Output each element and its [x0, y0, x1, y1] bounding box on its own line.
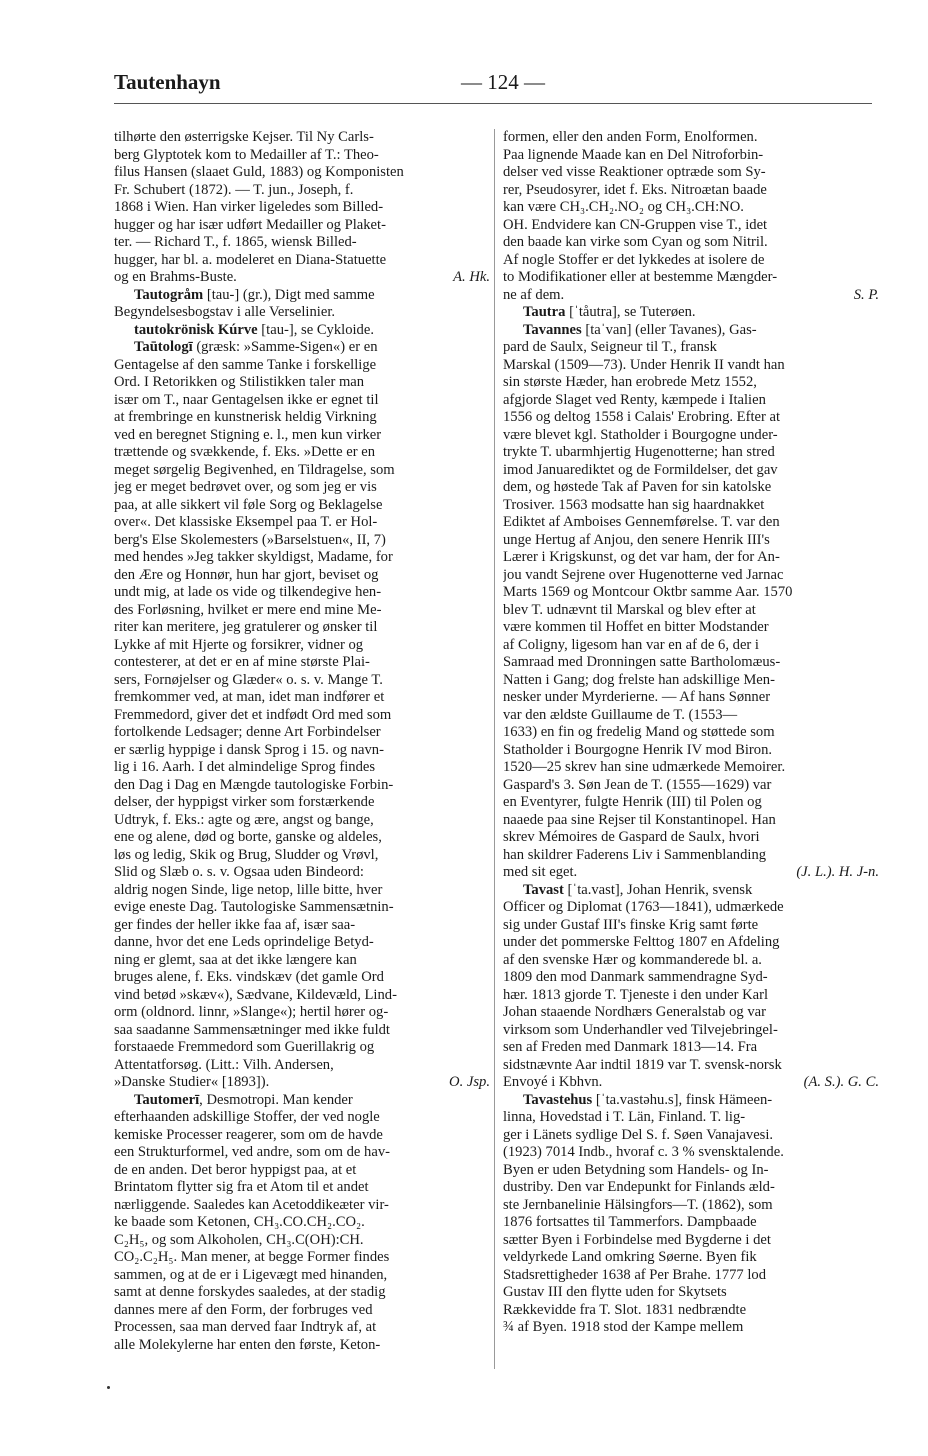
- line-text: være blevet kgl. Statholder i Bourgogne under-: [503, 426, 778, 443]
- line-text: sers, Fornøjelser og Glæder« o. s. v. Mange T.: [114, 671, 383, 688]
- entry-headword: Tautomerī: [134, 1091, 200, 1108]
- line-text: Fr. Schubert (1872). — T. jun., Joseph, f.: [114, 181, 354, 198]
- text-line: [503, 934, 879, 952]
- line-text: sin største Hæder, han erobrede Metz 1552,: [503, 374, 757, 390]
- line-text: Attentatforsøg. (Litt.: Vilh. Andersen,: [114, 1056, 334, 1073]
- text-line: [503, 969, 879, 987]
- text-line: [503, 304, 879, 322]
- text-line: [114, 304, 490, 322]
- text-line: [114, 357, 490, 375]
- line-text: virksom som Underhandler ved Tilvejebringel-: [503, 1021, 778, 1038]
- line-text: Brintatom flytter sig fra et Atom til et andet: [114, 1179, 369, 1195]
- text-line: [114, 899, 490, 917]
- text-line: [114, 1284, 490, 1302]
- line-text: 1520—25 skrev han sine udmærkede Memoirer.: [503, 759, 786, 775]
- line-text: ene og alene, død og borte, ganske og aldeles,: [114, 829, 382, 845]
- line-text: [tau-] (gr.), Digt med samme: [203, 286, 375, 303]
- text-line: [503, 1004, 879, 1022]
- line-text: være kommen til Hoffet en bitter Modstander: [503, 619, 769, 635]
- line-text: den Dag i Dag en Mængde tautologiske Forbin-: [114, 776, 394, 793]
- line-text: Rækkevidde fra T. Slot. 1831 nedbrændte: [503, 1301, 747, 1318]
- text-line: [114, 1144, 490, 1162]
- line-text: pard de Saulx, Seigneur til T., fransk: [503, 339, 717, 355]
- text-line: [503, 392, 879, 410]
- text-line: [114, 1337, 490, 1355]
- line-text: Envoyé i Kbhvn.: [503, 1074, 603, 1090]
- line-text: Johan staaende Nordhærs Generalstab og var: [503, 1004, 767, 1020]
- left-column: [114, 129, 490, 1354]
- text-line: [114, 479, 490, 497]
- line-text: hugger og har især udført Medailler og Plaket-: [114, 216, 386, 233]
- line-text: ger i Länets sydlige Del S. f. Søen Vanajavesi.: [503, 1126, 774, 1143]
- entry-headword: tautokrönisk Kúrve: [134, 321, 258, 338]
- line-text: jeg er meget bedrøvet over, og som jeg er vis: [114, 479, 377, 495]
- text-line: [503, 917, 879, 935]
- text-line: [114, 1109, 490, 1127]
- text-line: [503, 129, 879, 147]
- line-text: ger findes der heller ikke faa af, især saa-: [114, 916, 356, 933]
- line-text: ¾ af Byen. 1918 stod der Kampe mellem: [503, 1319, 744, 1335]
- line-text: Byen er uden Betydning som Handels- og In-: [503, 1161, 769, 1178]
- line-text: løs og ledig, Skik og Brug, Sludder og Vrøvl,: [114, 846, 379, 863]
- text-line: [114, 742, 490, 760]
- text-line: [503, 1109, 879, 1127]
- text-line: [503, 654, 879, 672]
- text-line: [503, 1302, 879, 1320]
- text-line: [114, 777, 490, 795]
- line-text: Stadsrettigheder 1638 af Per Brahe. 1777 lod: [503, 1266, 767, 1283]
- header-rule: [114, 103, 872, 104]
- line-text: berg's Else Skolemesters (»Barselstuen«, II, 7): [114, 531, 386, 548]
- line-text: rer, Pseudosyrer, idet f. Eks. Nitroætan baade: [503, 181, 767, 198]
- text-line: [114, 602, 490, 620]
- line-text: [ˈtåutra], se Tuterøen.: [565, 304, 696, 320]
- text-line: [114, 269, 490, 287]
- text-line: [503, 812, 879, 830]
- text-line: [114, 514, 490, 532]
- line-text: var den ældste Guillaume de T. (1553—: [503, 706, 738, 723]
- line-text: Udtryk, f. Eks.: agte og ære, angst og bange,: [114, 811, 374, 828]
- text-line: [114, 1074, 490, 1092]
- text-line: [114, 584, 490, 602]
- line-text: Officer og Diplomat (1763—1841), udmærkede: [503, 899, 784, 915]
- line-text: 1556 og deltog 1558 i Calais' Erobring. Efter at: [503, 409, 781, 425]
- text-line: [503, 1267, 879, 1285]
- text-line: [114, 1197, 490, 1215]
- line-text: Slid og Slæb o. s. v. Ogsaa uden Bindeord:: [114, 864, 364, 880]
- line-text: Paa lignende Maade kan en Del Nitroforbin-: [503, 146, 764, 163]
- text-line: [114, 1127, 490, 1145]
- line-text: 1876 fortsattes til Tammerfors. Dampbaade: [503, 1214, 757, 1230]
- entry-headword: Tavastehus: [523, 1091, 593, 1108]
- line-text: sidstnævnte Aar indtil 1819 var T. svensk-norsk: [503, 1056, 782, 1073]
- line-text: 1868 i Wien. Han virker ligeledes som Billed-: [114, 199, 384, 215]
- text-line: [503, 777, 879, 795]
- text-line: [114, 217, 490, 235]
- line-text: linna, Hovedstad i T. Län, Finland. T. lig-: [503, 1109, 746, 1125]
- text-line: [503, 199, 879, 217]
- text-line: [114, 794, 490, 812]
- text-line: [114, 864, 490, 882]
- line-text: sig under Gustaf III's finske Krig samt førte: [503, 916, 759, 933]
- entry-headword: Tavannes: [523, 321, 582, 338]
- line-text: ne af dem.: [503, 286, 565, 303]
- text-line: [114, 182, 490, 200]
- text-line: [114, 637, 490, 655]
- entry-headword: Tavast: [523, 881, 564, 898]
- author-signature: S. P.: [853, 286, 879, 303]
- text-line: [114, 952, 490, 970]
- text-line: [114, 1179, 490, 1197]
- text-line: [114, 969, 490, 987]
- line-text: Lærer i Krigskunst, og det var ham, der for An-: [503, 549, 780, 565]
- line-text: efterhaanden adskillige Stoffer, der ved nogle: [114, 1109, 380, 1125]
- text-line: [114, 234, 490, 252]
- line-text: den baade kan virke som Cyan og som Nitril.: [503, 234, 768, 250]
- text-line: [503, 339, 879, 357]
- text-line: [114, 339, 490, 357]
- text-line: [114, 847, 490, 865]
- text-line: [503, 1057, 879, 1075]
- text-line: [503, 532, 879, 550]
- text-line: [503, 1319, 879, 1337]
- line-text: Natten i Gang; dog frelste han adskillige Men-: [503, 671, 775, 688]
- page-header: [114, 70, 872, 102]
- line-text: især om T., naar Gentagelsen ikke er egnet til: [114, 391, 379, 408]
- text-line: [114, 829, 490, 847]
- text-line: [503, 462, 879, 480]
- text-line: [114, 374, 490, 392]
- text-line: [503, 514, 879, 532]
- line-text: hær. 1813 gjorde T. Tjeneste i den under Karl: [503, 986, 769, 1003]
- text-line: [503, 1092, 879, 1110]
- line-text: blev T. udnævnt til Marskal og blev efter at: [503, 601, 756, 618]
- entry-headword: Tautra: [523, 304, 566, 320]
- text-line: [503, 987, 879, 1005]
- line-text: imod Januarediktet og de Formildelser, det gav: [503, 461, 778, 478]
- text-line: [503, 234, 879, 252]
- line-text: at frembringe en kunstnerisk heldig Virkning: [114, 409, 377, 425]
- line-text: (1923) 7014 Indb., hvoraf c. 3 % svensktalende.: [503, 1144, 784, 1160]
- line-text: med hendes »Jeg takker skyldigst, Madame, for: [114, 549, 393, 565]
- text-line: [503, 952, 879, 970]
- text-line: [503, 1162, 879, 1180]
- text-line: [114, 1004, 490, 1022]
- text-line: [114, 252, 490, 270]
- text-line: [503, 269, 879, 287]
- line-text: paa, at alle sikkert vil føle Sorg og Beklagelse: [114, 496, 383, 513]
- author-signature: (A. S.). G. C.: [803, 1074, 879, 1090]
- text-line: [503, 182, 879, 200]
- line-text: CO₂.C₂H₅. Man mener, at begge Former findes: [114, 1249, 390, 1265]
- line-text: Af nogle Stoffer er det lykkedes at isolere de: [503, 251, 765, 268]
- text-line: [503, 742, 879, 760]
- text-line: [503, 864, 879, 882]
- line-text: (græsk: »Samme-Sigen«) er en: [192, 339, 378, 355]
- text-line: [503, 357, 879, 375]
- text-line: [503, 1249, 879, 1267]
- line-text: dem, og høstede Tak af Paven for sin katolske: [503, 479, 772, 495]
- line-text: ter. — Richard T., f. 1865, wiensk Billed-: [114, 234, 357, 250]
- text-line: [114, 672, 490, 690]
- text-line: [503, 497, 879, 515]
- line-text: Processen, saa man derved faar Indtryk af, at: [114, 1319, 377, 1335]
- line-text: een Strukturformel, ved andre, som om de hav-: [114, 1144, 390, 1160]
- line-text: delser, der hyppigst virker som forstærkende: [114, 794, 375, 810]
- line-text: evige eneste Dag. Tautologiske Sammensætnin-: [114, 899, 394, 915]
- text-line: [114, 1249, 490, 1267]
- line-text: undt mig, at lade os vide og tilkendegive hen-: [114, 584, 382, 600]
- line-text: er særlig hyppige i dansk Sprog i 15. og navn-: [114, 741, 384, 758]
- line-text: fortolkende Ledsager; denne Art Forbindelser: [114, 724, 381, 740]
- entry-headword: Tautogråm: [134, 286, 204, 303]
- line-text: [ˈta.vastəhu.s], finsk Hämeen-: [592, 1091, 773, 1108]
- text-line: [114, 444, 490, 462]
- text-line: [114, 1319, 490, 1337]
- text-line: [114, 689, 490, 707]
- text-line: [114, 567, 490, 585]
- line-text: filus Hansen (slaaet Guld, 1883) og Komponisten: [114, 164, 404, 180]
- text-line: [114, 1092, 490, 1110]
- text-line: [114, 1022, 490, 1040]
- column-separator: [494, 129, 495, 1369]
- line-text: des Forløsning, hvilket er mere end mine Me-: [114, 601, 382, 618]
- line-text: skrev Mémoires de Gaspard de Saulx, hvori: [503, 829, 760, 845]
- line-text: sætter Byen i Forbindelse med Bygderne i det: [503, 1231, 771, 1248]
- text-line: [503, 567, 879, 585]
- text-line: [503, 444, 879, 462]
- author-signature: (J. L.). H. J-n.: [796, 864, 879, 880]
- text-line: [503, 549, 879, 567]
- text-line: [503, 1039, 879, 1057]
- line-text: fremkommer ved, at man, idet man indfører et: [114, 689, 385, 705]
- line-text: 1809 den mod Danmark sammendragne Syd-: [503, 969, 768, 985]
- line-text: ved en beregnet Stigning e. l., men kun virker: [114, 426, 382, 443]
- line-text: nærliggende. Saaledes kan Acetoddikeæter vir-: [114, 1196, 389, 1213]
- line-text: Gentagelse af den samme Tanke i forskellige: [114, 356, 377, 373]
- line-text: Lykke af mit Hjerte og forsikrer, vidner og: [114, 636, 364, 653]
- line-text: Marts 1569 og Montcour Oktbr samme Aar. 1570: [503, 584, 793, 600]
- line-text: dustriby. Den var Endepunkt for Finlands æld-: [503, 1179, 775, 1195]
- line-text: hugger, har bl. a. modeleret en Diana-Statuette: [114, 251, 387, 268]
- line-text: aldrig nogen Sinde, lige netop, lille bitte, hver: [114, 881, 383, 898]
- text-line: [114, 129, 490, 147]
- text-line: [503, 287, 879, 305]
- line-text: dannes mere af den Form, der forbruges ved: [114, 1301, 373, 1318]
- text-line: [114, 812, 490, 830]
- line-text: af Coligny, ligesom han var en af de 6, der i: [503, 636, 759, 653]
- text-line: [114, 1232, 490, 1250]
- line-text: sammen, og at de er i Ligevægt med hinanden,: [114, 1266, 388, 1283]
- text-line: [114, 199, 490, 217]
- text-line: [114, 654, 490, 672]
- line-text: vind betød »skæv«), Sædvane, Kildevæld, Lind-: [114, 986, 397, 1003]
- text-line: [114, 1162, 490, 1180]
- line-text: orm (oldnord. linnr, »Slange«); hertil hører og-: [114, 1004, 389, 1020]
- text-line: [503, 164, 879, 182]
- text-line: [114, 1302, 490, 1320]
- text-line: [114, 409, 490, 427]
- line-text: bruges alene, f. Eks. vindskæv (det gamle Ord: [114, 969, 384, 985]
- text-line: [503, 637, 879, 655]
- running-head-word: Tautenhayn: [114, 70, 221, 94]
- line-text: 1633) en fin og fredelig Mand og støttede som: [503, 724, 775, 740]
- text-line: [114, 549, 490, 567]
- line-text: de en anden. Det beror hyppigst paa, at et: [114, 1161, 357, 1178]
- line-text: saa saadanne Sammensætninger med ikke fuldt: [114, 1021, 390, 1038]
- line-text: lig i 16. Aarh. I det almindelige Sprog findes: [114, 759, 376, 775]
- text-line: [503, 602, 879, 620]
- text-line: [503, 374, 879, 392]
- text-line: [503, 759, 879, 777]
- line-text: contesterer, at det er en af mine største Plai-: [114, 654, 370, 670]
- text-line: [114, 497, 490, 515]
- text-line: [114, 462, 490, 480]
- line-text: Samraad med Dronningen satte Bartholomæus-: [503, 654, 781, 670]
- line-text: med sit eget.: [503, 864, 578, 880]
- line-text: [tau-], se Cykloide.: [257, 321, 374, 338]
- author-signature: A. Hk.: [453, 269, 490, 285]
- text-line: [503, 1214, 879, 1232]
- line-text: [taˈvan] (eller Tavanes), Gas-: [581, 321, 757, 338]
- text-line: [114, 1214, 490, 1232]
- line-text: forstaaede Fremmedord som Guerillakrig og: [114, 1039, 375, 1055]
- text-line: [503, 147, 879, 165]
- text-line: [503, 1022, 879, 1040]
- line-text: af den svenske Hær og kommanderede bl. a.: [503, 951, 762, 968]
- line-text: formen, eller den anden Form, Enolformen.: [503, 129, 758, 145]
- line-text: samt at denne forskydes saaledes, at der stadig: [114, 1284, 386, 1300]
- line-text: meget sørgelig Begivenhed, en Tildragelse, som: [114, 461, 395, 478]
- text-line: [503, 882, 879, 900]
- line-text: Gaspard's 3. Søn Jean de T. (1555—1629) var: [503, 776, 772, 793]
- text-line: [503, 724, 879, 742]
- line-text: tilhørte den østerrigske Kejser. Til Ny Carls-: [114, 129, 374, 145]
- line-text: danne, hvor det ene Leds oprindelige Betyd-: [114, 934, 374, 950]
- line-text: trykte T. ubarmhjertig Hugenotterne; han stred: [503, 444, 775, 460]
- text-line: [114, 1039, 490, 1057]
- line-text: kemiske Processer reagerer, som om de havde: [114, 1126, 383, 1143]
- text-line: [114, 1267, 490, 1285]
- text-line: [503, 217, 879, 235]
- text-line: [503, 252, 879, 270]
- line-text: berg Glyptotek kom to Medailler af T.: Theo-: [114, 146, 379, 163]
- line-text: Trosiver. 1563 modsatte han sig haardnakket: [503, 496, 765, 513]
- line-text: han skildrer Faderens Liv i Sammenblanding: [503, 846, 767, 863]
- line-text: veldyrkede Land omkring Søerne. Byen fik: [503, 1249, 757, 1265]
- line-text: C₂H₅, og som Alkoholen, CH₃.C(OH):CH.: [114, 1231, 364, 1248]
- line-text: trættende og svækkende, f. Eks. »Dette er en: [114, 444, 375, 460]
- text-line: [503, 689, 879, 707]
- text-line: [114, 322, 490, 340]
- text-line: [503, 1284, 879, 1302]
- line-text: afgjorde Slaget ved Renty, kæmpede i Italien: [503, 391, 766, 408]
- line-text: Marskal (1509—73). Under Henrik II vandt han: [503, 356, 785, 373]
- text-line: [114, 287, 490, 305]
- line-text: alle Molekylerne har enten den første, Keton-: [114, 1336, 381, 1353]
- text-line: [503, 1127, 879, 1145]
- text-line: [114, 392, 490, 410]
- text-line: [114, 164, 490, 182]
- text-line: [114, 917, 490, 935]
- line-text: under det pommerske Felttog 1807 en Afdeling: [503, 934, 780, 950]
- text-line: [503, 409, 879, 427]
- line-text: den Ære og Honnør, hun har gjort, beviset og: [114, 566, 379, 583]
- text-line: [503, 672, 879, 690]
- line-text: Ediktet af Amboises Gennemførelse. T. var den: [503, 514, 780, 530]
- text-line: [114, 147, 490, 165]
- text-line: [503, 707, 879, 725]
- text-line: [503, 584, 879, 602]
- line-text: , Desmotropi. Man kender: [199, 1091, 353, 1108]
- text-line: [503, 794, 879, 812]
- text-line: [503, 479, 879, 497]
- line-text: unge Hertug af Anjou, den senere Henrik III's: [503, 531, 770, 548]
- line-text: nesker under Myrderierne. — Af hans Sønner: [503, 689, 771, 705]
- line-text: Gustav III den flytte uden for Skytsets: [503, 1284, 727, 1300]
- text-line: [503, 847, 879, 865]
- line-text: Ord. I Retorikken og Stilistikken taler man: [114, 374, 365, 390]
- text-line: [114, 724, 490, 742]
- line-text: kan være CH₃.CH₂.NO₂ og CH₃.CH:NO.: [503, 199, 744, 215]
- text-line: [503, 1197, 879, 1215]
- text-line: [114, 532, 490, 550]
- line-text: delser ved visse Reaktioner optræde som Sy-: [503, 164, 766, 180]
- entry-headword: Taūtologī: [134, 339, 193, 355]
- line-text: Begyndelsesbogstav i alle Verselinier.: [114, 304, 336, 320]
- text-line: [503, 619, 879, 637]
- line-text: ning er glemt, saa at det ikke længere kan: [114, 951, 357, 968]
- text-line: [503, 1232, 879, 1250]
- line-text: Fremmedord, giver det et indfødt Ord med som: [114, 706, 392, 723]
- line-text: to Modifikationer eller at bestemme Mængder-: [503, 269, 778, 285]
- page-speck: [107, 1386, 110, 1389]
- line-text: OH. Endvidere kan CN-Gruppen vise T., idet: [503, 216, 768, 233]
- text-line: [503, 322, 879, 340]
- text-line: [114, 882, 490, 900]
- text-line: [503, 899, 879, 917]
- text-line: [114, 427, 490, 445]
- line-text: riter kan meritere, jeg gratulerer og ønsker til: [114, 619, 378, 635]
- line-text: sen af Freden med Danmark 1813—14. Fra: [503, 1039, 758, 1055]
- text-line: [503, 1144, 879, 1162]
- line-text: jou vandt Sejrene over Hugenotterne ved Jarnac: [503, 566, 784, 583]
- line-text: »Danske Studier« [1893]).: [114, 1074, 270, 1090]
- page-number: — 124 —: [461, 70, 545, 94]
- text-line: [114, 987, 490, 1005]
- text-line: [114, 1057, 490, 1075]
- line-text: [ˈta.vast], Johan Henrik, svensk: [563, 881, 753, 898]
- text-line: [503, 427, 879, 445]
- text-line: [503, 1074, 879, 1092]
- line-text: Statholder i Bourgogne Henrik IV mod Biron.: [503, 741, 773, 758]
- line-text: ste Jernbanelinie Hälsingfors—T. (1862), som: [503, 1196, 773, 1213]
- text-line: [503, 1179, 879, 1197]
- line-text: ke baade som Ketonen, CH₃.CO.CH₂.CO₂.: [114, 1214, 365, 1230]
- line-text: og en Brahms-Buste.: [114, 269, 237, 285]
- right-column: [503, 129, 879, 1337]
- text-line: [114, 619, 490, 637]
- author-signature: O. Jsp.: [449, 1074, 490, 1090]
- line-text: over«. Det klassiske Eksempel paa T. er Hol-: [114, 514, 378, 530]
- text-line: [503, 829, 879, 847]
- text-line: [114, 707, 490, 725]
- text-line: [114, 759, 490, 777]
- line-text: en Eventyrer, fulgte Henrik (III) til Polen og: [503, 794, 762, 810]
- text-line: [114, 934, 490, 952]
- line-text: naaede paa sine Rejser til Konstantinopel. Han: [503, 811, 776, 828]
